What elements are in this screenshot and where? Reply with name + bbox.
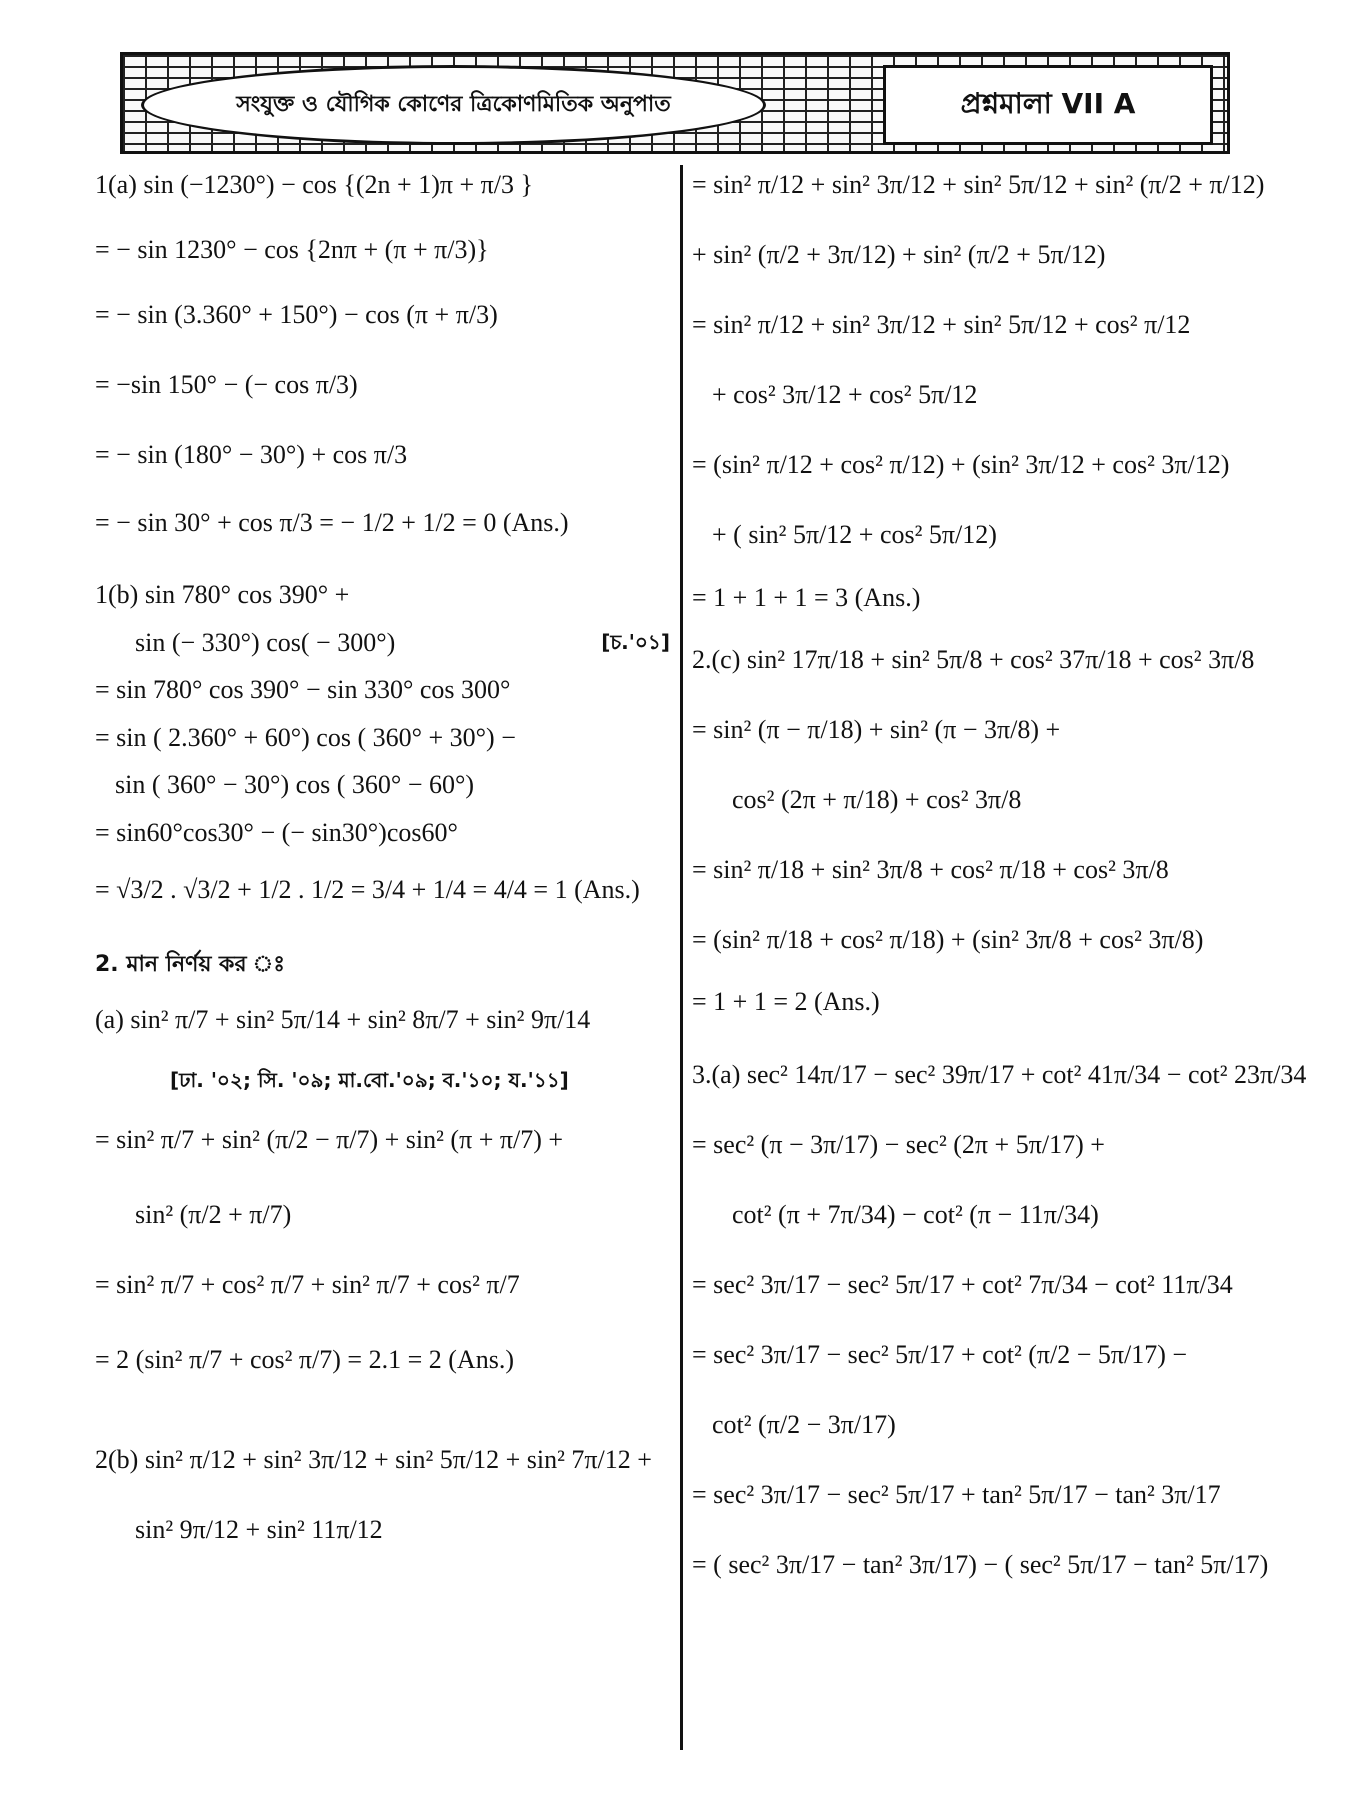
- solution-line: = sec² (π − 3π/17) − sec² (2π + 5π/17) +: [692, 1130, 1105, 1159]
- solution-line: + ( sin² 5π/12 + cos² 5π/12): [712, 520, 997, 549]
- solution-line: = sin² π/7 + sin² (π/2 − π/7) + sin² (π + π/7) +: [95, 1125, 564, 1154]
- solution-line: = sin² π/12 + sin² 3π/12 + sin² 5π/12 + sin² (π/2 + π/12): [692, 170, 1265, 199]
- solution-line: = (sin² π/12 + cos² π/12) + (sin² 3π/12 + cos² 3π/12): [692, 450, 1230, 479]
- solution-line: + cos² 3π/12 + cos² 5π/12: [712, 380, 978, 409]
- solution-line: + sin² (π/2 + 3π/12) + sin² (π/2 + 5π/12): [692, 240, 1106, 269]
- solution-line: = sin² π/7 + cos² π/7 + sin² π/7 + cos² π/7: [95, 1270, 520, 1299]
- solution-line: = − sin (180° − 30°) + cos π/3: [95, 440, 408, 469]
- solution-line: sin² 9π/12 + sin² 11π/12: [135, 1515, 383, 1544]
- solution-line: = sec² 3π/17 − sec² 5π/17 + cot² (π/2 − 5π/17) −: [692, 1340, 1188, 1369]
- solution-line: 1(b) sin 780° cos 390° +: [95, 580, 350, 609]
- column-divider: [680, 165, 683, 1750]
- solution-line: = − sin 30° + cos π/3 = − 1/2 + 1/2 = 0 (Ans.): [95, 508, 569, 537]
- board-reference: [চ.'০১]: [601, 630, 670, 654]
- solution-line: sin (− 330°) cos( − 300°): [135, 628, 396, 657]
- question-heading: 2. মান নির্ণয় কর ঃ: [95, 952, 285, 977]
- solution-line: = − sin 1230° − cos {2nπ + (π + π/3)}: [95, 235, 489, 264]
- solution-line: = sin² π/12 + sin² 3π/12 + sin² 5π/12 + cos² π/12: [692, 310, 1191, 339]
- solution-line: cot² (π + 7π/34) − cot² (π − 11π/34): [732, 1200, 1099, 1229]
- solution-line: = 2 (sin² π/7 + cos² π/7) = 2.1 = 2 (Ans.): [95, 1345, 514, 1374]
- solution-line: = sin60°cos30° − (− sin30°)cos60°: [95, 818, 458, 847]
- chapter-header: [120, 52, 1230, 154]
- solution-line: 2(b) sin² π/12 + sin² 3π/12 + sin² 5π/12 + sin² 7π/12 +: [95, 1445, 652, 1474]
- solution-line: 3.(a) sec² 14π/17 − sec² 39π/17 + cot² 41π/34 − cot² 23π/34: [692, 1060, 1307, 1089]
- solution-line: 1(a) sin (−1230°) − cos {(2n + 1)π + π/3 }: [95, 170, 533, 199]
- solution-line: = ( sec² 3π/17 − tan² 3π/17) − ( sec² 5π/17 − tan² 5π/17): [692, 1550, 1269, 1579]
- solution-line: cos² (2π + π/18) + cos² 3π/8: [732, 785, 1022, 814]
- solution-line: = sin 780° cos 390° − sin 330° cos 300°: [95, 675, 511, 704]
- solution-line: (a) sin² π/7 + sin² 5π/14 + sin² 8π/7 + sin² 9π/14: [95, 1005, 591, 1034]
- solution-line: sin ( 360° − 30°) cos ( 360° − 60°): [115, 770, 475, 799]
- solution-line: cot² (π/2 − 3π/17): [712, 1410, 896, 1439]
- solution-line: = 1 + 1 = 2 (Ans.): [692, 987, 880, 1016]
- solution-line: 2.(c) sin² 17π/18 + sin² 5π/8 + cos² 37π/18 + cos² 3π/8: [692, 645, 1255, 674]
- solution-line: = sec² 3π/17 − sec² 5π/17 + cot² 7π/34 − cot² 11π/34: [692, 1270, 1233, 1299]
- solution-line: = sec² 3π/17 − sec² 5π/17 + tan² 5π/17 − tan² 3π/17: [692, 1480, 1221, 1509]
- board-reference: [ঢা. '০২; সি. '০৯; মা.বো.'০৯; ব.'১০; য.'১১]: [170, 1068, 569, 1092]
- solution-line: = √3/2 . √3/2 + 1/2 . 1/2 = 3/4 + 1/4 = 4/4 = 1 (Ans.): [95, 875, 640, 904]
- chapter-title: সংযুক্ত ও যৌগিক কোণের ত্রিকোণমিতিক অনুপাত: [141, 65, 766, 145]
- solution-line: = − sin (3.360° + 150°) − cos (π + π/3): [95, 300, 498, 329]
- solution-line: = −sin 150° − (− cos π/3): [95, 370, 358, 399]
- solution-line: = sin ( 2.360° + 60°) cos ( 360° + 30°) −: [95, 723, 516, 752]
- solution-line: sin² (π/2 + π/7): [135, 1200, 292, 1229]
- solution-line: = (sin² π/18 + cos² π/18) + (sin² 3π/8 + cos² 3π/8): [692, 925, 1204, 954]
- solution-line: = sin² π/18 + sin² 3π/8 + cos² π/18 + cos² 3π/8: [692, 855, 1169, 884]
- exercise-label: প্রশ্নমালা VII A: [883, 65, 1213, 145]
- solution-line: = 1 + 1 + 1 = 3 (Ans.): [692, 583, 921, 612]
- solution-line: = sin² (π − π/18) + sin² (π − 3π/8) +: [692, 715, 1061, 744]
